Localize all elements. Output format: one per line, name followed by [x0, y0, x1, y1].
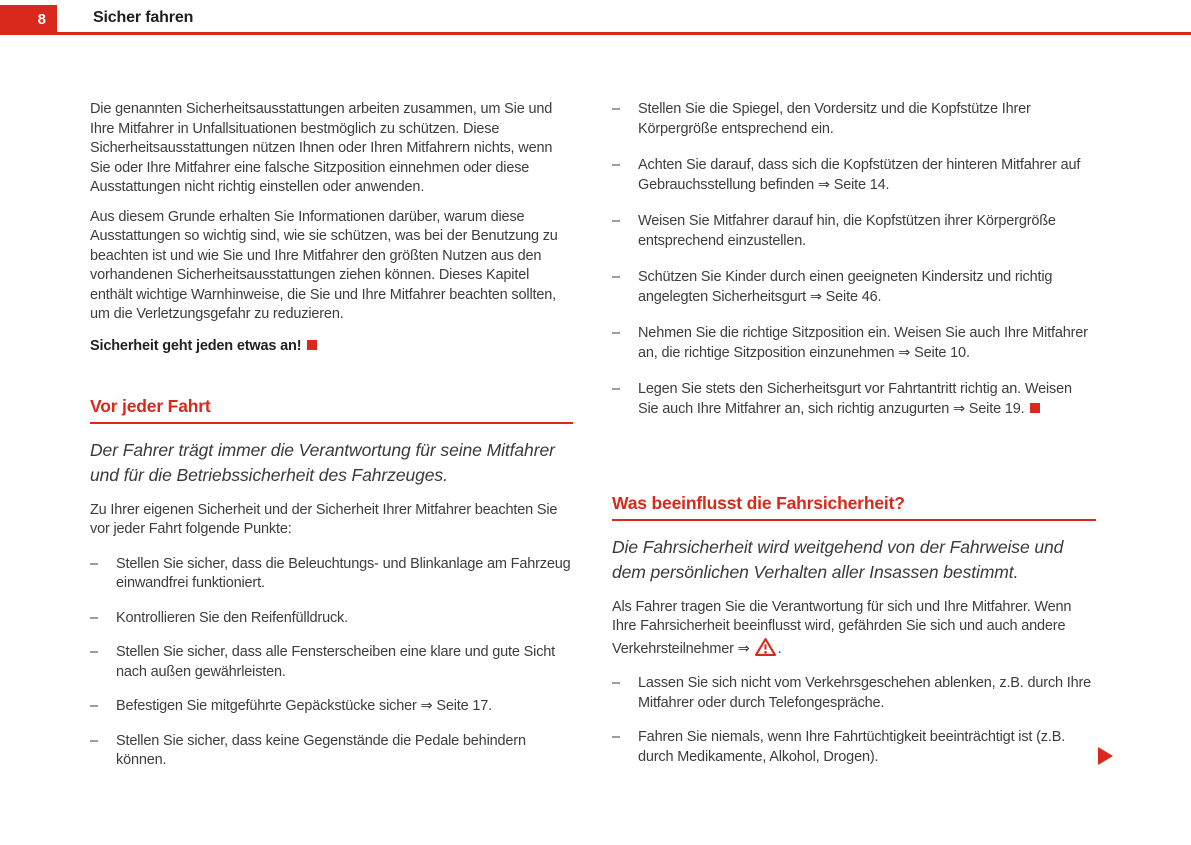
continue-arrow-icon — [1098, 747, 1113, 765]
chapter-title: Sicher fahren — [93, 9, 194, 26]
dash-bullet-marker: – — [612, 157, 620, 173]
list-item-text: Stellen Sie sicher, dass alle Fensterscheiben eine klare und gute Sicht nach außen gewährleisten. — [116, 644, 556, 680]
dash-bullet-marker: – — [612, 269, 620, 285]
list-item — [612, 100, 1096, 139]
list-item — [612, 212, 1096, 251]
right-column — [612, 100, 1096, 765]
list-item-text: Weisen Sie Mitfahrer darauf hin, die Kopfstützen ihrer Körpergröße entsprechend einzustellen. — [638, 213, 1056, 249]
list-item — [612, 728, 1096, 767]
paragraph-text: Als Fahrer tragen Sie die Verantwortung für sich und Ihre Mitfahrer. Wenn Ihre Fahrsicherheit beeinflusst wird, gefährden Sie sich und auch andere Verkehrsteilnehmer ⇒ — [612, 598, 1072, 657]
page-number: 8 — [37, 11, 46, 28]
dash-bullet-marker: – — [612, 213, 620, 229]
list-item-text: Nehmen Sie die richtige Sitzposition ein. Weisen Sie auch Ihre Mitfahrer an, die richtige Sitzposition einzunehmen ⇒ Seite 10. — [638, 325, 1088, 361]
paragraph-suffix: . — [777, 640, 782, 657]
section-end-square-icon — [307, 340, 317, 350]
dash-bullet-marker: – — [90, 698, 98, 714]
checklist-before-trip-continued — [612, 100, 1096, 419]
warning-triangle-icon — [754, 637, 777, 657]
list-item — [90, 555, 573, 594]
section-intro: Zu Ihrer eigenen Sicherheit und der Sicherheit Ihrer Mitfahrer beachten Sie vor jeder Fahrt folgende Punkte: — [90, 501, 558, 537]
list-item-text: Legen Sie stets den Sicherheitsgurt vor Fahrtantritt richtig an. Weisen Sie auch Ihre Mitfahrer an, sich richtig anzugurten ⇒ Seite 19. — [638, 381, 1072, 417]
section-driving-safety — [612, 494, 1096, 782]
list-item — [612, 156, 1096, 195]
list-item-text: Stellen Sie die Spiegel, den Vordersitz und die Kopfstütze Ihrer Körpergröße entsprechend ein. — [638, 101, 1031, 137]
dash-bullet-marker: – — [90, 644, 98, 660]
dash-bullet-marker: – — [90, 555, 98, 572]
list-item — [612, 380, 1096, 419]
dash-bullet-marker: – — [612, 381, 620, 397]
section-heading: Vor jeder Fahrt — [90, 397, 573, 424]
section-heading: Was beeinflusst die Fahrsicherheit? — [612, 494, 1096, 521]
section-end-square-icon — [1030, 403, 1040, 413]
header-rule — [0, 32, 1191, 35]
list-item-text: Befestigen Sie mitgeführte Gepäckstücke sicher ⇒ Seite 17. — [116, 698, 493, 714]
list-item — [612, 674, 1096, 713]
list-item — [90, 643, 573, 682]
dash-bullet-marker: – — [612, 675, 620, 691]
list-item-text: Stellen Sie sicher, dass keine Gegenstände die Pedale behindern können. — [116, 732, 526, 768]
dash-bullet-marker: – — [90, 609, 98, 626]
list-item-text: Stellen Sie sicher, dass die Beleuchtungs- und Blinkanlage am Fahrzeug einwandfrei funktioniert. — [116, 555, 571, 591]
left-column — [90, 100, 573, 768]
checklist-before-trip — [90, 555, 573, 771]
list-item — [612, 268, 1096, 307]
dash-bullet-marker: – — [612, 729, 620, 745]
list-item — [90, 697, 573, 717]
dash-bullet-marker: – — [90, 732, 98, 749]
paragraph-driver-responsibility — [612, 598, 1096, 660]
section-lead: Die Fahrsicherheit wird weitgehend von der Fahrweise und dem persönlichen Verhalten aller Insassen bestimmt. — [612, 536, 1064, 582]
bold-note — [90, 337, 573, 357]
section-lead: Der Fahrer trägt immer die Verantwortung für seine Mitfahrer und für die Betriebssicherheit des Fahrzeuges. — [90, 439, 555, 485]
list-item-text: Schützen Sie Kinder durch einen geeigneten Kindersitz und richtig angelegten Sicherheitsgurt ⇒ Seite 46. — [638, 269, 1053, 305]
bold-note-text: Sicherheit geht jeden etwas an! — [90, 337, 302, 354]
dash-bullet-marker: – — [612, 101, 620, 117]
list-item-text: Kontrollieren Sie den Reifenfülldruck. — [116, 609, 348, 626]
paragraph-reason-info: Aus diesem Grunde erhalten Sie Informationen darüber, warum diese Ausstattungen so wichtig sind, wie sie schützen, was bei der Benutzung zu beachten ist und wie Sie und Ihre Mitfahrer den größten Nutzen aus den vorhandenen Sicherheitsausstattungen ziehen können. Dieses Kapitel enthält wichtige Warnhinweise, die Sie und Ihre Mitfahrer beachten sollten, um die Verletzungsgefahr zu reduzieren. — [90, 208, 558, 322]
list-item-text: Achten Sie darauf, dass sich die Kopfstützen der hinteren Mitfahrer auf Gebrauchsstellung befinden ⇒ Seite 14. — [638, 157, 1081, 193]
paragraph-safety-equipment: Die genannten Sicherheitsausstattungen arbeiten zusammen, um Sie und Ihre Mitfahrer in Unfallsituationen bestmöglich zu schützen. Diese Sicherheitsausstattungen nützen Ihnen oder Ihren Mitfahrern nichts, wenn Sie oder Ihre Mitfahrer eine falsche Sitzposition einnehmen oder diese Ausstattungen nicht richtig einstellen oder anwenden. — [90, 101, 553, 195]
list-item — [90, 609, 573, 629]
list-item — [612, 324, 1096, 363]
list-item-text: Lassen Sie sich nicht vom Verkehrsgeschehen ablenken, z.B. durch Ihre Mitfahrer oder durch Telefongespräche. — [638, 675, 1092, 711]
page-number-badge — [0, 5, 57, 35]
section-before-every-trip — [90, 397, 573, 786]
list-item — [90, 732, 573, 771]
list-item-text: Fahren Sie niemals, wenn Ihre Fahrtüchtigkeit beeinträchtigt ist (z.B. durch Medikamente, Alkohol, Drogen). — [638, 729, 1066, 765]
dash-bullet-marker: – — [612, 325, 620, 341]
checklist-driving-safety — [612, 674, 1096, 767]
